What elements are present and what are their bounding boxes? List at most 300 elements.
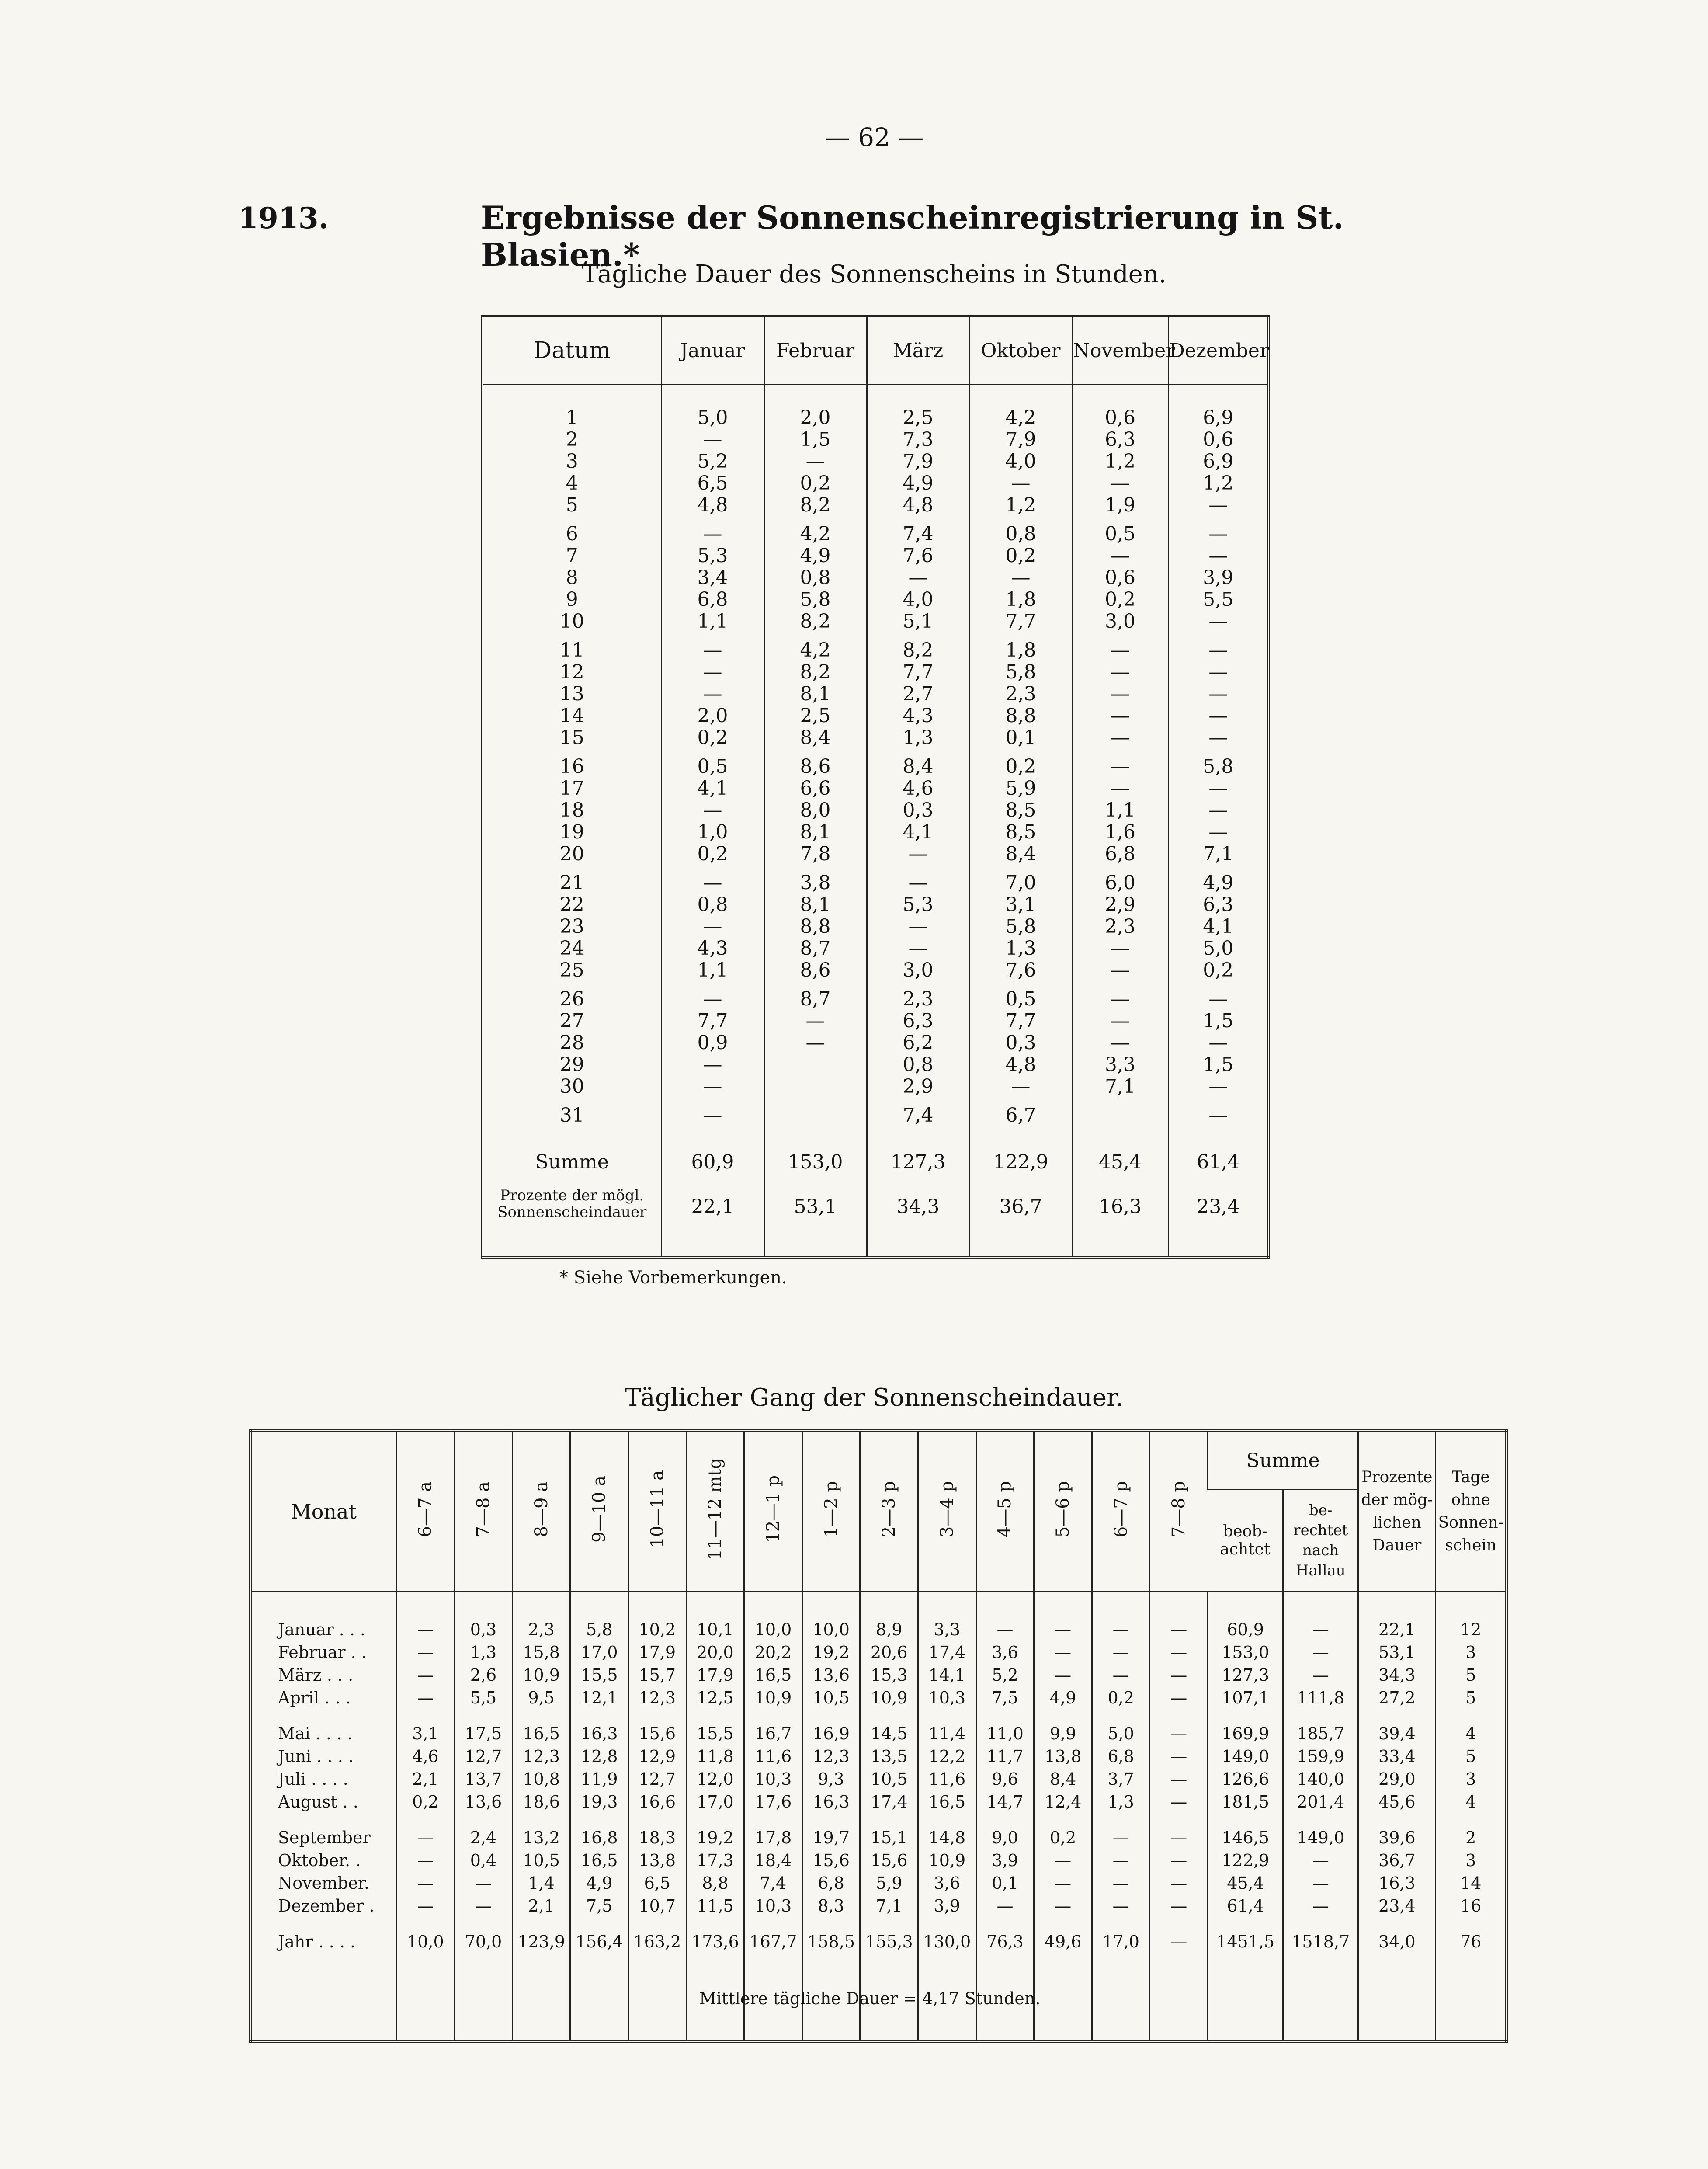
table-row	[250, 1664, 1507, 1686]
table1-header-0: Datum	[482, 316, 661, 385]
table-row	[250, 1917, 1507, 1953]
hourly-value: —	[1034, 1894, 1092, 1917]
daily-value: 1,2	[1203, 472, 1234, 494]
hourly-value: 23,4	[1358, 1894, 1436, 1917]
daily-value: 8,4	[903, 755, 934, 778]
hourly-value: 33,4	[1358, 1745, 1436, 1768]
day-number: 4	[566, 472, 578, 494]
daily-value: —	[908, 567, 928, 589]
hourly-value: 15,8	[512, 1641, 570, 1664]
hourly-value: 146,5	[1208, 1813, 1283, 1849]
hourly-value: —	[1283, 1872, 1358, 1894]
monat-label: Dezember .	[278, 1896, 375, 1915]
hourly-value: 19,2	[686, 1813, 744, 1849]
hourly-value: —	[396, 1872, 455, 1894]
daily-value: 2,9	[1105, 893, 1135, 916]
hourly-value: —	[1150, 1849, 1208, 1872]
hourly-value: 16,8	[570, 1813, 628, 1849]
daily-value: 0,2	[1005, 545, 1036, 567]
daily-value: 3,4	[697, 567, 728, 589]
hourly-value: —	[396, 1592, 455, 1641]
hourly-value: —	[1150, 1790, 1208, 1813]
hourly-value: 10,5	[860, 1768, 918, 1790]
prozente-label-line2: Sonnenscheindauer	[497, 1203, 647, 1221]
daily-value: 0,1	[1005, 726, 1036, 749]
daily-value: 0,2	[697, 726, 728, 749]
hourly-value: 3,9	[976, 1849, 1034, 1872]
hourly-value: 6,8	[802, 1872, 860, 1894]
daily-value: —	[1208, 988, 1228, 1010]
daily-value	[765, 1076, 866, 1098]
hourly-value: 12,1	[570, 1686, 628, 1709]
page-title: Ergebnisse der Sonnenscheinregistrierung in St. Blasien.*	[481, 199, 1344, 273]
hourly-value: 13,7	[455, 1768, 513, 1790]
hourly-value: 10,2	[628, 1592, 687, 1641]
hourly-value: 60,9	[1208, 1592, 1283, 1641]
hourly-value: 12,7	[455, 1745, 513, 1768]
hourly-value: 0,2	[396, 1790, 455, 1813]
hourly-value: —	[455, 1872, 513, 1894]
hourly-value: 10,0	[744, 1592, 802, 1641]
hourly-value: 16,5	[918, 1790, 976, 1813]
hourly-value: 4,9	[570, 1872, 628, 1894]
prozente-label-line1: Prozente der mögl.	[500, 1186, 644, 1204]
daily-value: 1,8	[1005, 639, 1036, 661]
hourly-value: 13,8	[1034, 1745, 1092, 1768]
daily-value: 8,1	[800, 821, 831, 843]
day-number: 1	[566, 407, 578, 429]
hourly-value: 45,4	[1208, 1872, 1283, 1894]
hour-header	[628, 1431, 687, 1592]
hourly-value: 10,3	[918, 1686, 976, 1709]
daily-value: 0,5	[1005, 988, 1036, 1010]
daily-value: 1,1	[697, 959, 728, 981]
prozente-value: 23,4	[1168, 1174, 1269, 1221]
hour-header	[1034, 1431, 1092, 1592]
monat-label: September	[278, 1828, 371, 1847]
table-row	[250, 1849, 1507, 1872]
daily-value: 5,9	[1005, 777, 1036, 799]
daily-value: —	[1011, 472, 1031, 494]
hourly-value: 169,9	[1208, 1709, 1283, 1745]
daily-value: 2,3	[1005, 683, 1036, 705]
hourly-value: 19,3	[570, 1790, 628, 1813]
hourly-value: —	[1283, 1641, 1358, 1664]
table1-header-5: November	[1072, 316, 1168, 385]
daily-value: —	[1208, 799, 1228, 821]
maerz-column	[867, 385, 969, 1143]
januar-column	[661, 385, 764, 1143]
hourly-value: 10,9	[918, 1849, 976, 1872]
table-row	[250, 1641, 1507, 1664]
daily-value: 2,7	[903, 683, 934, 705]
hourly-value: 16	[1436, 1894, 1507, 1917]
hourly-value: —	[1092, 1872, 1150, 1894]
hourly-value: —	[1150, 1592, 1208, 1641]
daily-value: —	[1208, 1032, 1228, 1054]
prozente-value: 34,3	[867, 1174, 969, 1221]
daily-value: 8,1	[800, 893, 831, 916]
hourly-value: 10,8	[512, 1768, 570, 1790]
table2-header-row-1	[250, 1431, 1507, 1490]
daily-value: —	[1111, 988, 1130, 1010]
hourly-value: 11,8	[686, 1745, 744, 1768]
daily-sunshine-table	[481, 315, 1270, 1259]
hourly-value: 201,4	[1283, 1790, 1358, 1813]
hourly-value: 39,4	[1358, 1709, 1436, 1745]
hourly-value: 39,6	[1358, 1813, 1436, 1849]
hourly-value: 8,9	[860, 1592, 918, 1641]
hour-header-label: 7—8 p	[1169, 1481, 1189, 1538]
daily-value: 1,1	[1105, 799, 1135, 821]
hourly-value: 27,2	[1358, 1686, 1436, 1709]
day-number: 2	[566, 428, 578, 451]
monat-label: August . .	[278, 1792, 358, 1811]
hourly-value: 8,3	[802, 1894, 860, 1917]
tage-header: Tage ohne Sonnen-schein	[1436, 1431, 1507, 1592]
hourly-value: —	[1150, 1768, 1208, 1790]
hour-header-label: 5—6 p	[1053, 1481, 1073, 1538]
hourly-value: 10,3	[744, 1768, 802, 1790]
daily-value: 0,8	[800, 567, 831, 589]
daily-value: 1,5	[800, 428, 831, 451]
daily-value: 1,3	[1005, 937, 1036, 959]
daily-value: —	[1111, 726, 1130, 749]
table-row	[250, 1768, 1507, 1790]
hourly-value: 6,5	[628, 1872, 687, 1894]
daily-value: 0,3	[1005, 1032, 1036, 1054]
hourly-value: 15,6	[860, 1849, 918, 1872]
hourly-value: 5,9	[860, 1872, 918, 1894]
daily-value: —	[1208, 523, 1228, 545]
daily-value: —	[703, 523, 722, 545]
hourly-value: 49,6	[1034, 1917, 1092, 1953]
daily-value: 3,8	[800, 872, 831, 894]
hourly-value: 19,7	[802, 1813, 860, 1849]
daily-value: 0,2	[800, 472, 831, 494]
table2-subtitle: Täglicher Gang der Sonnenscheindauer.	[625, 1383, 1124, 1412]
daily-value: 4,2	[800, 523, 831, 545]
daily-value: 6,8	[697, 588, 728, 611]
hourly-value: 3,6	[918, 1872, 976, 1894]
hourly-value: 17,4	[918, 1641, 976, 1664]
hour-header	[686, 1431, 744, 1592]
daily-value: —	[1111, 1010, 1130, 1032]
daily-value: 7,8	[800, 843, 831, 865]
hour-header-label: 3—4 p	[937, 1481, 957, 1538]
hourly-value: 2,1	[512, 1894, 570, 1917]
daily-value: 4,0	[1005, 450, 1036, 473]
table-row	[250, 1790, 1507, 1813]
hourly-value: —	[1034, 1641, 1092, 1664]
hourly-value: 3,1	[396, 1709, 455, 1745]
table1-summe-row	[482, 1143, 1269, 1174]
monat-label: November.	[278, 1874, 369, 1893]
hourly-value: —	[1092, 1641, 1150, 1664]
hourly-value: 3,9	[918, 1894, 976, 1917]
hourly-value: 70,0	[455, 1917, 513, 1953]
hourly-value: 20,0	[686, 1641, 744, 1664]
hourly-value: 9,3	[802, 1768, 860, 1790]
daily-value: —	[1208, 545, 1228, 567]
daily-value: 0,3	[903, 799, 934, 821]
year-label: 1913.	[238, 201, 329, 235]
daily-value	[765, 1054, 866, 1076]
hour-header-label: 6—7 p	[1111, 1481, 1131, 1538]
daily-value: 8,2	[800, 661, 831, 683]
hourly-value: 11,6	[744, 1745, 802, 1768]
daily-value: 2,9	[903, 1075, 934, 1098]
hour-header	[918, 1431, 976, 1592]
hourly-value: —	[1150, 1917, 1208, 1953]
summe-value: 122,9	[969, 1143, 1072, 1174]
daily-value: 3,0	[1105, 610, 1135, 633]
monat-label: April . . .	[278, 1688, 351, 1707]
hourly-value: —	[1092, 1664, 1150, 1686]
hourly-value: 17,5	[455, 1709, 513, 1745]
hourly-value: 173,6	[686, 1917, 744, 1953]
day-number: 3	[566, 450, 578, 473]
day-number: 7	[566, 545, 578, 567]
hourly-value: 2,3	[512, 1592, 570, 1641]
hourly-value: —	[1283, 1849, 1358, 1872]
hourly-value: 5,2	[976, 1664, 1034, 1686]
day-number: 16	[559, 755, 584, 778]
daily-value: —	[908, 872, 928, 894]
hourly-value: 34,3	[1358, 1664, 1436, 1686]
hour-header	[860, 1431, 918, 1592]
daily-value: —	[1208, 726, 1228, 749]
daily-value: 6,7	[1005, 1104, 1036, 1126]
hourly-value: 53,1	[1358, 1641, 1436, 1664]
beobachtet-header: beob-achtet	[1208, 1490, 1283, 1592]
hourly-value: 159,9	[1283, 1745, 1358, 1768]
hourly-value: 17,4	[860, 1790, 918, 1813]
hourly-value: 16,3	[802, 1790, 860, 1813]
hourly-value: 20,2	[744, 1641, 802, 1664]
hourly-value: —	[1034, 1872, 1092, 1894]
hourly-value: 3,6	[976, 1641, 1034, 1664]
day-number: 15	[559, 726, 584, 749]
berechnet-header: be-rechtet nach Hallau	[1283, 1490, 1358, 1592]
hourly-value: 11,9	[570, 1768, 628, 1790]
daily-value: 4,2	[1005, 407, 1036, 429]
hourly-value: —	[1034, 1849, 1092, 1872]
daily-value: —	[1111, 937, 1130, 959]
daily-value: 4,3	[697, 937, 728, 959]
hourly-value: 13,5	[860, 1745, 918, 1768]
hourly-value: 16,7	[744, 1709, 802, 1745]
hourly-value: 18,6	[512, 1790, 570, 1813]
hourly-value: 11,5	[686, 1894, 744, 1917]
daily-value: 3,1	[1005, 893, 1036, 916]
daily-value: 0,8	[1005, 523, 1036, 545]
hourly-value: 22,1	[1358, 1592, 1436, 1641]
hourly-value: 9,9	[1034, 1709, 1092, 1745]
daily-value: 3,9	[1203, 567, 1234, 589]
day-number: 8	[566, 567, 578, 589]
table1-header-row	[482, 316, 1269, 385]
hour-header	[744, 1431, 802, 1592]
daily-value: 6,2	[903, 1032, 934, 1054]
hourly-value: 5	[1436, 1664, 1507, 1686]
daily-value: 4,3	[903, 705, 934, 727]
hourly-value: 16,6	[628, 1790, 687, 1813]
hourly-value: 0,2	[1034, 1813, 1092, 1849]
daily-value: 7,4	[903, 1104, 934, 1126]
monat-label: Februar . .	[278, 1643, 367, 1662]
hourly-value: 20,6	[860, 1641, 918, 1664]
daily-value: —	[703, 1075, 722, 1098]
daily-value: 7,3	[903, 428, 934, 451]
daily-value: —	[1208, 777, 1228, 799]
daily-value: —	[703, 988, 722, 1010]
daily-value: —	[1111, 545, 1130, 567]
daily-value: —	[908, 915, 928, 938]
hourly-value: —	[396, 1664, 455, 1686]
hourly-value: 5,8	[570, 1592, 628, 1641]
hourly-value: 8,4	[1034, 1768, 1092, 1790]
day-number: 27	[559, 1010, 584, 1032]
hourly-value: —	[396, 1686, 455, 1709]
hour-header	[1092, 1431, 1150, 1592]
daily-value: 1,1	[697, 610, 728, 633]
daily-value: 6,3	[1105, 428, 1135, 451]
hourly-value: —	[1150, 1664, 1208, 1686]
dezember-column	[1168, 385, 1269, 1143]
daily-value: 7,6	[903, 545, 934, 567]
prozente-value: 22,1	[661, 1174, 764, 1221]
daily-value: 7,9	[903, 450, 934, 473]
hourly-value: 10,9	[512, 1664, 570, 1686]
hourly-value: 19,2	[802, 1641, 860, 1664]
hourly-value: 3,7	[1092, 1768, 1150, 1790]
daily-value: —	[1208, 821, 1228, 843]
hour-header-label: 1—2 p	[821, 1481, 841, 1538]
daily-value: 5,5	[1203, 588, 1234, 611]
hourly-value: 185,7	[1283, 1709, 1358, 1745]
hourly-value: 10,3	[744, 1894, 802, 1917]
hour-header	[512, 1431, 570, 1592]
daily-value: 1,0	[697, 821, 728, 843]
hourly-value: 15,6	[628, 1709, 687, 1745]
table-row	[250, 1813, 1507, 1849]
hourly-value: 15,7	[628, 1664, 687, 1686]
hourly-value: 17,3	[686, 1849, 744, 1872]
hourly-value: 14	[1436, 1872, 1507, 1894]
daily-value: 8,7	[800, 937, 831, 959]
hourly-value: 123,9	[512, 1917, 570, 1953]
hourly-value: —	[1283, 1664, 1358, 1686]
hourly-value: 12	[1436, 1592, 1507, 1641]
hourly-value: 10,7	[628, 1894, 687, 1917]
hourly-value: 11,6	[918, 1768, 976, 1790]
hourly-value: —	[396, 1641, 455, 1664]
hour-header-label: 12—1 p	[763, 1475, 784, 1543]
summe-value: 127,3	[867, 1143, 969, 1174]
hourly-value: —	[396, 1813, 455, 1849]
daily-value: —	[703, 872, 722, 894]
november-column	[1072, 385, 1168, 1143]
hourly-value: 10,0	[396, 1917, 455, 1953]
table-row	[250, 1745, 1507, 1768]
hourly-value: 7,5	[570, 1894, 628, 1917]
daily-value: —	[1111, 1032, 1130, 1054]
hourly-value: 9,0	[976, 1813, 1034, 1849]
table1-header-3: März	[867, 316, 969, 385]
daily-value: 1,5	[1203, 1053, 1234, 1076]
hourly-value: 17,9	[686, 1664, 744, 1686]
day-number: 20	[559, 843, 584, 865]
hourly-value: 14,8	[918, 1813, 976, 1849]
hourly-value: 16,5	[744, 1664, 802, 1686]
hourly-value: 5	[1436, 1686, 1507, 1709]
hourly-value: 14,7	[976, 1790, 1034, 1813]
daily-value: —	[1208, 610, 1228, 633]
hourly-value: —	[1034, 1664, 1092, 1686]
daily-value: 1,9	[1105, 494, 1135, 516]
daily-value: —	[703, 915, 722, 938]
hourly-value: 14,5	[860, 1709, 918, 1745]
hourly-value: 9,6	[976, 1768, 1034, 1790]
daily-value: 0,6	[1105, 567, 1135, 589]
hourly-value: 11,4	[918, 1709, 976, 1745]
daily-value: 8,1	[800, 683, 831, 705]
hourly-value: —	[1150, 1894, 1208, 1917]
hour-header	[802, 1431, 860, 1592]
daily-value: 4,9	[1203, 872, 1234, 894]
monat-label: Mai . . . .	[278, 1724, 353, 1743]
hourly-value: 12,9	[628, 1745, 687, 1768]
day-number: 6	[566, 523, 578, 545]
daily-value: 3,3	[1105, 1053, 1135, 1076]
hour-header-label: 10—11 a	[647, 1470, 667, 1548]
daily-value: 8,6	[800, 755, 831, 778]
table1-header-2: Februar	[764, 316, 867, 385]
hourly-value: 126,6	[1208, 1768, 1283, 1790]
hourly-value: 16,5	[512, 1709, 570, 1745]
hourly-value: 15,5	[570, 1664, 628, 1686]
day-number: 31	[559, 1104, 584, 1126]
prozente-value: 53,1	[764, 1174, 867, 1221]
daily-value: 8,5	[1005, 821, 1036, 843]
hourly-value: 4,6	[396, 1745, 455, 1768]
hour-header	[396, 1431, 455, 1592]
daily-value: 4,0	[903, 588, 934, 611]
table2-body	[250, 1592, 1507, 2042]
hourly-value: 7,1	[860, 1894, 918, 1917]
daily-value: 0,2	[697, 843, 728, 865]
daily-value: 2,0	[800, 407, 831, 429]
daily-value: 6,0	[1105, 872, 1135, 894]
hourly-value: 10,5	[802, 1686, 860, 1709]
daily-value: 2,5	[903, 407, 934, 429]
day-number: 18	[559, 799, 584, 821]
daily-value: 5,3	[903, 893, 934, 916]
hourly-value: 10,1	[686, 1592, 744, 1641]
februar-column	[764, 385, 867, 1143]
hourly-value: 10,0	[802, 1592, 860, 1641]
daily-value: 5,2	[697, 450, 728, 473]
hourly-value: 156,4	[570, 1917, 628, 1953]
daily-value: 4,8	[697, 494, 728, 516]
hourly-value: 149,0	[1283, 1813, 1358, 1849]
hourly-value: 16,3	[1358, 1872, 1436, 1894]
day-number: 26	[559, 988, 584, 1010]
daily-value: 4,1	[903, 821, 934, 843]
hourly-value: 5,5	[455, 1686, 513, 1709]
daily-value: 8,2	[800, 494, 831, 516]
